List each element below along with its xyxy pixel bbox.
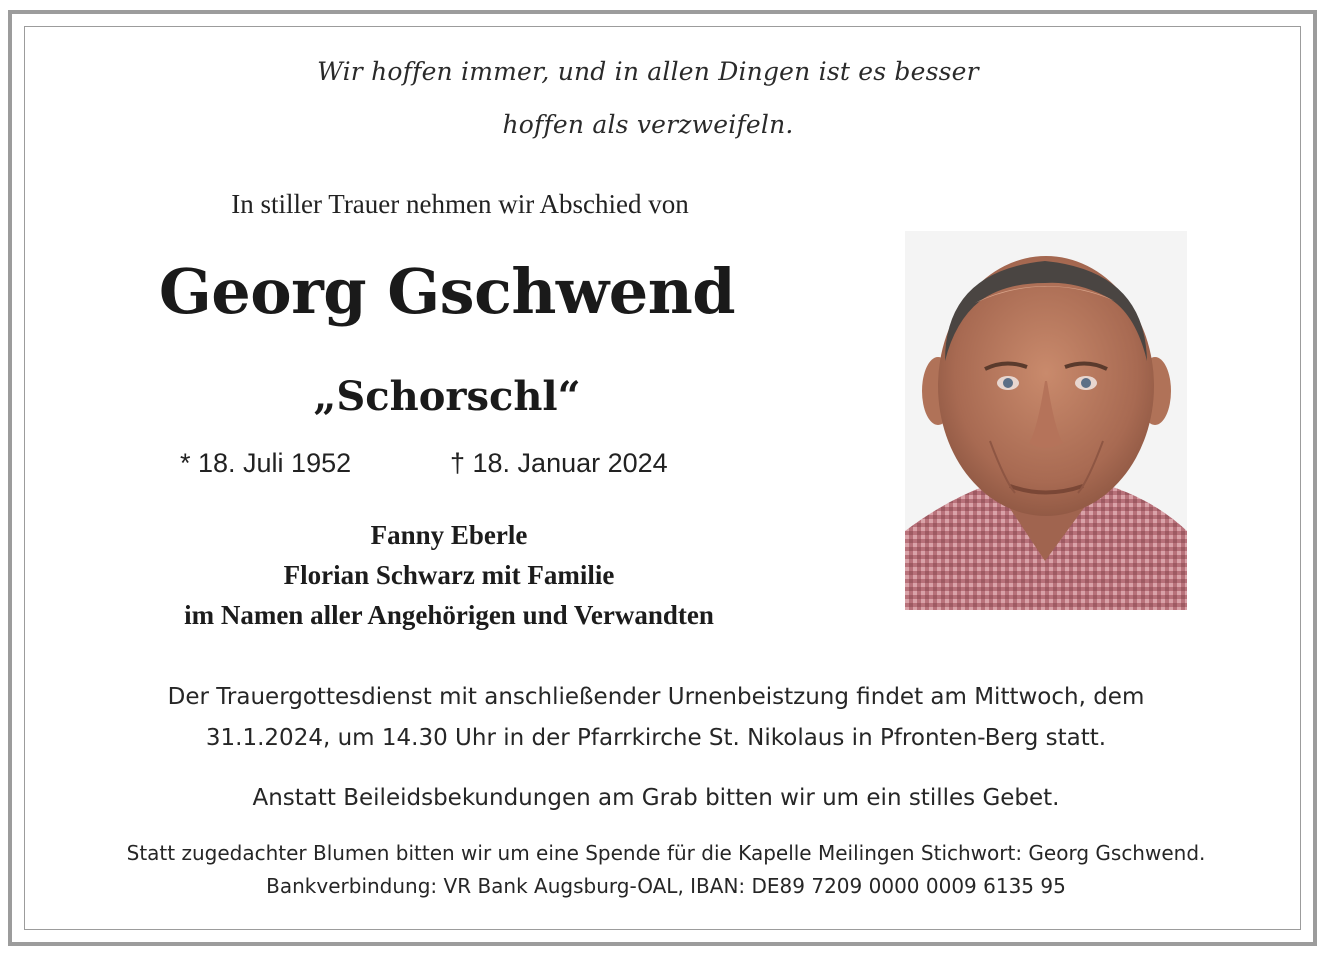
- mourner-line-3: im Namen aller Angehörigen und Verwandten: [184, 600, 714, 630]
- request-text: Anstatt Beileidsbekundungen am Grab bitten wir um ein stilles Gebet.: [252, 785, 1060, 811]
- quote-line-2: hoffen als verzweifeln.: [502, 110, 794, 139]
- deceased-name: Georg Gschwend: [158, 255, 736, 328]
- birth-date: * 18. Juli 1952: [180, 448, 352, 478]
- service-line-2: 31.1.2024, um 14.30 Uhr in der Pfarrkirche St. Nikolaus in Pfronten-Berg statt.: [205, 725, 1107, 751]
- deceased-nickname: „Schorschl“: [313, 373, 581, 420]
- intro-text: In stiller Trauer nehmen wir Abschied von: [231, 189, 689, 219]
- death-date: † 18. Januar 2024: [450, 448, 668, 478]
- donation-line-2: Bankverbindung: VR Bank Augsburg-OAL, IBAN: DE89 7209 0000 0009 6135 95: [266, 874, 1066, 898]
- donation-line-1: Statt zugedachter Blumen bitten wir um eine Spende für die Kapelle Meilingen Stichwort: Georg Gschwend.: [126, 841, 1206, 865]
- portrait-photo: [905, 231, 1187, 610]
- mourner-line-2: Florian Schwarz mit Familie: [283, 560, 615, 590]
- service-line-1: Der Trauergottesdienst mit anschließender Urnenbeistzung findet am Mittwoch, dem: [167, 684, 1145, 710]
- mourner-line-1: Fanny Eberle: [370, 520, 528, 550]
- quote-line-1: Wir hoffen immer, und in allen Dingen ist es besser: [317, 57, 979, 86]
